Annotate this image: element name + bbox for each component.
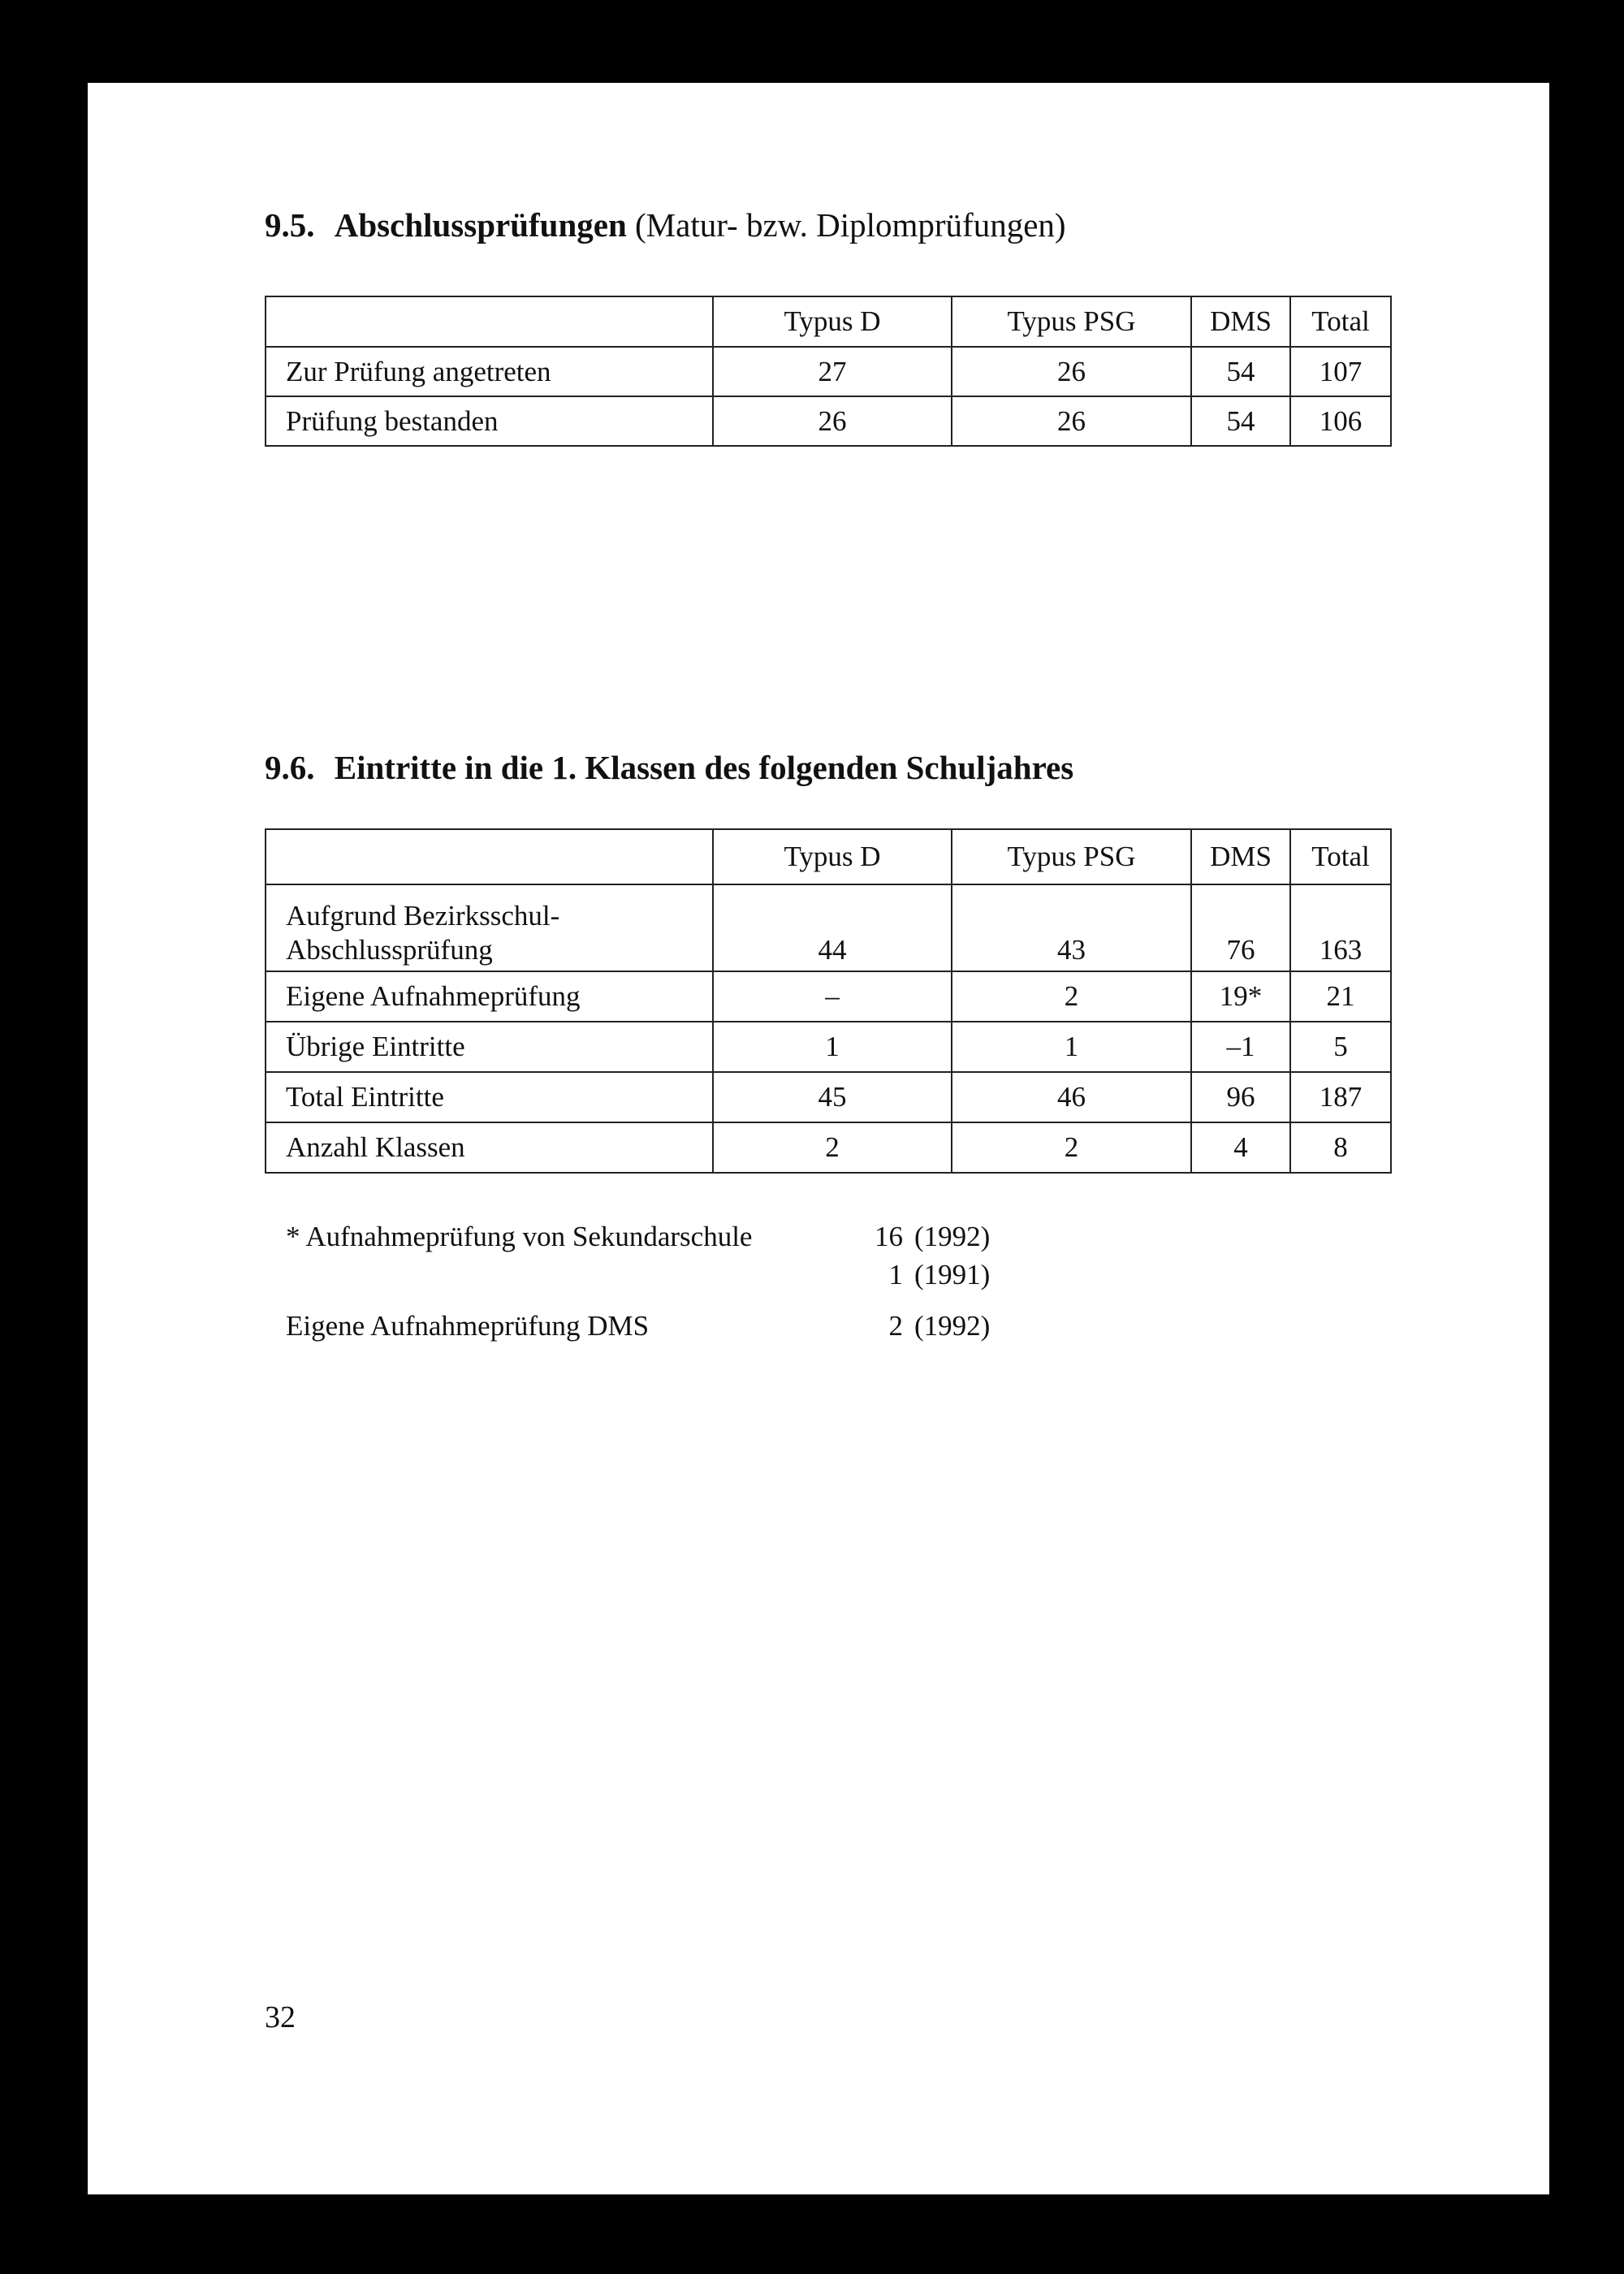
header-cell xyxy=(266,829,713,884)
table-cell: 54 xyxy=(1191,347,1290,396)
table-cell: 2 xyxy=(952,971,1191,1022)
section-title-bold: Abschlussprüfungen xyxy=(334,206,627,244)
footnote-year: (1992) xyxy=(914,1221,991,1252)
header-cell: Typus PSG xyxy=(952,829,1191,884)
table-cell: 21 xyxy=(1290,971,1391,1022)
table-cell: 27 xyxy=(713,347,952,396)
row-label-line: Abschlussprüfung xyxy=(286,934,493,966)
row-label: Total Eintritte xyxy=(266,1072,713,1122)
table-cell: 1 xyxy=(713,1022,952,1072)
table-cell: – xyxy=(713,971,952,1022)
header-cell: DMS xyxy=(1191,829,1290,884)
table-cell: 1 xyxy=(952,1022,1191,1072)
table-cell: 19* xyxy=(1191,971,1290,1022)
table-cell: 107 xyxy=(1290,347,1391,396)
footnote-value: 2 xyxy=(888,1310,903,1342)
table-cell: 45 xyxy=(713,1072,952,1122)
footnotes xyxy=(286,1217,990,1345)
table-cell: 26 xyxy=(713,396,952,446)
row-label xyxy=(266,884,713,971)
table-cell: 96 xyxy=(1191,1072,1290,1122)
table-cell: –1 xyxy=(1191,1022,1290,1072)
table-row xyxy=(266,884,1391,971)
header-cell: Total xyxy=(1290,829,1391,884)
table-cell: 187 xyxy=(1290,1072,1391,1122)
section-title-bold: Eintritte in die 1. Klassen des folgenden Schuljahres xyxy=(334,749,1074,786)
footnote-value: 16 xyxy=(875,1221,903,1252)
table-row xyxy=(266,1072,1391,1122)
table-cell: 5 xyxy=(1290,1022,1391,1072)
section-number: 9.5. xyxy=(265,206,315,244)
header-cell: Total xyxy=(1290,296,1391,347)
header-cell: DMS xyxy=(1191,296,1290,347)
table-row xyxy=(266,971,1391,1022)
document-page xyxy=(88,83,1549,2194)
exam-results-table xyxy=(265,296,1392,447)
table-cell: 46 xyxy=(952,1072,1191,1122)
table-header-row xyxy=(266,829,1391,884)
table-cell: 163 xyxy=(1290,884,1391,971)
table-cell: 8 xyxy=(1290,1122,1391,1173)
table-cell: 26 xyxy=(952,347,1191,396)
row-label: Prüfung bestanden xyxy=(266,396,713,446)
footnote-year: (1992) xyxy=(914,1310,991,1342)
row-label: Eigene Aufnahmeprüfung xyxy=(266,971,713,1022)
footnote-label xyxy=(286,1256,854,1294)
row-label-line: Aufgrund Bezirksschul- xyxy=(286,900,560,932)
footnote-row xyxy=(286,1256,990,1294)
table-cell: 54 xyxy=(1191,396,1290,446)
table-cell: 4 xyxy=(1191,1122,1290,1173)
footnote-label: * Aufnahmeprüfung von Sekundarschule xyxy=(286,1221,753,1252)
row-label: Anzahl Klassen xyxy=(266,1122,713,1173)
footnote-label: Eigene Aufnahmeprüfung DMS xyxy=(286,1310,650,1342)
header-cell: Typus D xyxy=(713,829,952,884)
page-number: 32 xyxy=(265,2000,296,2034)
section-title-rest: (Matur- bzw. Diplomprüfungen) xyxy=(635,206,1066,244)
table-cell: 2 xyxy=(952,1122,1191,1173)
row-label: Zur Prüfung angetreten xyxy=(266,347,713,396)
table-cell: 106 xyxy=(1290,396,1391,446)
table-row xyxy=(266,396,1391,446)
footnote-value: 1 xyxy=(888,1259,903,1290)
table-row xyxy=(266,347,1391,396)
admissions-table xyxy=(265,828,1392,1174)
section-9-5-title xyxy=(265,205,1066,245)
header-cell: Typus D xyxy=(713,296,952,347)
row-label: Übrige Eintritte xyxy=(266,1022,713,1072)
table-cell: 43 xyxy=(952,884,1191,971)
table-cell: 2 xyxy=(713,1122,952,1173)
section-9-6-title xyxy=(265,747,1073,788)
table-cell: 76 xyxy=(1191,884,1290,971)
table-cell: 44 xyxy=(713,884,952,971)
table-header-row xyxy=(266,296,1391,347)
table-cell: 26 xyxy=(952,396,1191,446)
header-cell xyxy=(266,296,713,347)
footnote-row xyxy=(286,1307,990,1345)
table-row xyxy=(266,1022,1391,1072)
table-row xyxy=(266,1122,1391,1173)
section-number: 9.6. xyxy=(265,749,315,786)
header-cell: Typus PSG xyxy=(952,296,1191,347)
footnote-row xyxy=(286,1217,990,1256)
footnote-year: (1991) xyxy=(914,1259,991,1290)
